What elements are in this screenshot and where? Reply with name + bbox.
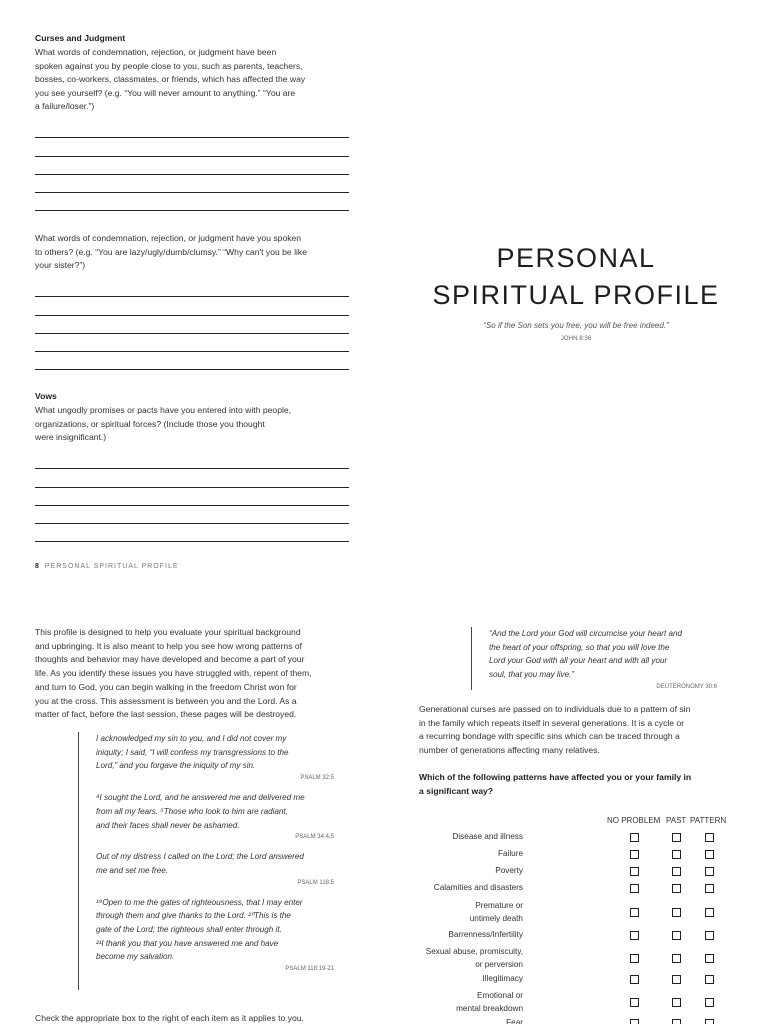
text-line: in the family which repeats itself in several generations. It is a cycle or <box>419 717 685 728</box>
row-label-line: Poverty <box>495 866 523 875</box>
pattern-checkbox[interactable] <box>705 954 714 963</box>
row-label-line: untimely death <box>469 913 523 923</box>
no-problem-checkbox[interactable] <box>630 908 639 917</box>
row-label <box>470 900 523 925</box>
no-problem-checkbox[interactable] <box>630 931 639 940</box>
vows-title: Vows <box>35 391 57 401</box>
page-footer <box>35 563 179 570</box>
pattern-checkbox[interactable] <box>705 975 714 984</box>
no-problem-checkbox[interactable] <box>630 884 639 893</box>
text-line: thoughts and behavior may have developed and become a part of your <box>35 654 305 665</box>
row-label-line: or perversion <box>475 959 523 969</box>
answer-line[interactable] <box>35 297 349 315</box>
pattern-checkbox[interactable] <box>705 908 714 917</box>
column-header-no-problem: NO PROBLEM <box>607 816 661 825</box>
no-problem-checkbox[interactable] <box>630 1019 639 1024</box>
curses-question <box>35 46 305 114</box>
cover-title-line-1: PERSONAL <box>496 243 656 273</box>
answer-line[interactable] <box>35 157 349 175</box>
text-line: Generational curses are passed on to individuals due to a pattern of sin <box>419 704 691 714</box>
curses-answer-lines[interactable] <box>35 120 349 211</box>
past-checkbox[interactable] <box>672 884 681 893</box>
deuteronomy-reference: DEUTERONOMY 30:6 <box>656 684 717 690</box>
row-label <box>434 882 523 895</box>
text-line: you see yourself? (e.g. “You will never amount to anything.” “You are <box>35 87 296 98</box>
row-label-line: Barrenness/Infertility <box>448 930 523 939</box>
answer-line[interactable] <box>35 279 349 297</box>
verse-reference: PSALM 118:5 <box>297 879 334 886</box>
no-problem-checkbox[interactable] <box>630 954 639 963</box>
past-checkbox[interactable] <box>672 908 681 917</box>
row-label <box>448 929 523 942</box>
no-problem-checkbox[interactable] <box>630 975 639 984</box>
verse-reference: PSALM 32:5 <box>300 775 334 782</box>
deuteronomy-box <box>471 627 717 690</box>
verse-line: “And the Lord your God will circumcise your heart and <box>489 629 682 638</box>
answer-line[interactable] <box>35 334 349 352</box>
row-label <box>426 946 523 971</box>
pattern-checkbox[interactable] <box>705 867 714 876</box>
curses-title: Curses and Judgment <box>35 33 126 43</box>
scripture-box <box>78 732 334 990</box>
verse-line: Lord,” and you forgave the iniquity of my sin. <box>96 761 256 771</box>
intro-paragraph <box>35 626 312 722</box>
row-label <box>498 848 523 861</box>
past-checkbox[interactable] <box>672 931 681 940</box>
text-line: organizations, or spiritual forces? (Include those you thought <box>35 418 265 429</box>
text-line: matter of fact, before the last session, these pages will be destroyed. <box>35 709 297 720</box>
row-label <box>456 990 523 1015</box>
verse-text <box>96 850 334 877</box>
answer-line[interactable] <box>35 524 349 542</box>
past-checkbox[interactable] <box>672 954 681 963</box>
verse-line: iniquity; I said, “I will confess my transgressions to the <box>96 747 289 757</box>
no-problem-checkbox[interactable] <box>630 867 639 876</box>
pattern-checkbox[interactable] <box>705 931 714 940</box>
verse-reference: PSALM 118:19-21 <box>285 966 334 973</box>
verse-line: ¹⁹Open to me the gates of righteousness, that I may enter <box>96 897 303 907</box>
verse-block <box>96 850 334 885</box>
text-line: to others? (e.g. “You are lazy/ugly/dumb/clumsy.” “Why can't you be like <box>35 246 307 257</box>
past-checkbox[interactable] <box>672 975 681 984</box>
row-label-line: mental breakdown <box>456 1003 523 1013</box>
spoken-question <box>35 232 307 273</box>
verse-reference: PSALM 34:4,5 <box>295 834 334 841</box>
text-line: a significant way? <box>419 785 494 796</box>
row-label-line: Emotional or <box>477 991 523 1000</box>
answer-line[interactable] <box>35 193 349 211</box>
verse-block <box>96 896 334 973</box>
row-label <box>506 1017 523 1024</box>
text-line: and turn to God, you can begin walking in the freedom Christ won for <box>35 681 297 692</box>
vows-question <box>35 404 291 445</box>
verse-line: ⁴I sought the Lord, and he answered me and delivered me <box>96 793 305 803</box>
verse-line: become my salvation. <box>96 952 175 962</box>
answer-line[interactable] <box>35 316 349 334</box>
generational-paragraph <box>419 703 690 758</box>
answer-line[interactable] <box>35 120 349 138</box>
text-line: What ungodly promises or pacts have you entered into with people, <box>35 405 292 415</box>
answer-line[interactable] <box>35 138 349 156</box>
verse-line: the heart of your offspring, so that you will love the <box>489 642 670 652</box>
cover-quote: “So if the Son sets you free, you will be free indeed.” <box>483 321 669 330</box>
column-header-pattern: PATTERN <box>690 816 727 825</box>
no-problem-checkbox[interactable] <box>630 850 639 859</box>
page-number: 8 <box>35 563 39 570</box>
verse-line: soul, that you may live.” <box>489 670 575 680</box>
pattern-checkbox[interactable] <box>705 884 714 893</box>
verse-block <box>96 732 334 781</box>
past-checkbox[interactable] <box>672 850 681 859</box>
verse-line: Out of my distress I called on the Lord; the Lord answered <box>96 852 304 862</box>
answer-line[interactable] <box>35 352 349 370</box>
row-label-line: Failure <box>497 849 523 858</box>
text-line: What words of condemnation, rejection, or judgment have been <box>35 47 277 57</box>
verse-text <box>489 627 717 682</box>
verse-line: Lord your God with all your heart and with all your <box>489 656 668 666</box>
answer-line[interactable] <box>35 488 349 506</box>
verse-line: I acknowledged my sin to you, and I did not cover my <box>96 734 287 743</box>
patterns-question <box>419 771 691 798</box>
past-checkbox[interactable] <box>672 867 681 876</box>
pattern-checkbox[interactable] <box>705 833 714 842</box>
verse-text <box>96 896 334 965</box>
text-line: your sister?”) <box>35 260 86 271</box>
row-label-line: Fear <box>506 1018 523 1024</box>
answer-line[interactable] <box>35 175 349 193</box>
answer-line[interactable] <box>35 469 349 487</box>
row-label-line: Calamities and disasters <box>433 883 523 892</box>
pattern-checkbox[interactable] <box>705 850 714 859</box>
cover-title-line-2: SPIRITUAL PROFILE <box>432 280 720 310</box>
pattern-checkbox[interactable] <box>705 998 714 1007</box>
row-label-line: Disease and illness <box>452 832 523 841</box>
verse-text <box>96 732 334 773</box>
column-header-past: PAST <box>666 816 687 825</box>
row-label-line: Sexual abuse, promiscuity, <box>425 947 523 956</box>
text-line: and upbringing. It is also meant to help you see how wrong patterns of <box>35 640 303 651</box>
row-label-line: Illegitimacy <box>482 974 523 983</box>
answer-line[interactable] <box>35 451 349 469</box>
past-checkbox[interactable] <box>672 1019 681 1024</box>
verse-line: ²¹I thank you that you have answered me and have <box>96 938 279 948</box>
verse-line: and their faces shall never be ashamed. <box>96 820 240 830</box>
text-line: number of generations affecting many relatives. <box>419 745 600 756</box>
text-line: This profile is designed to help you evaluate your spiritual background <box>35 627 301 637</box>
text-line: a recurring bondage with specific sins which can be traced through a <box>419 731 680 742</box>
text-line: spoken against you by people close to you, such as parents, teachers, <box>35 60 303 71</box>
answer-line[interactable] <box>35 506 349 524</box>
cover-title <box>418 240 734 314</box>
text-line: What words of condemnation, rejection, or judgment have you spoken <box>35 233 302 243</box>
verse-text <box>96 791 334 832</box>
text-line: a failure/loser.”) <box>35 101 95 112</box>
spoken-answer-lines[interactable] <box>35 279 349 370</box>
verse-block <box>96 791 334 840</box>
vows-answer-lines[interactable] <box>35 451 349 542</box>
pattern-checkbox[interactable] <box>705 1019 714 1024</box>
verse-line: through them and give thanks to the Lord. ²⁰This is the <box>96 911 291 921</box>
text-line: bosses, co-workers, classmates, or friends, which has affected the way <box>35 74 306 85</box>
text-line: life. As you identify these issues you have struggled with, repent of them, <box>35 668 312 679</box>
verse-line: from all my fears. ⁵Those who look to him are radiant, <box>96 806 288 816</box>
row-label <box>495 865 523 878</box>
row-label <box>483 973 524 986</box>
text-line: you at the cross. This assessment is between you and the Lord. As a <box>35 695 297 706</box>
no-problem-checkbox[interactable] <box>630 833 639 842</box>
verse-line: gate of the Lord; the righteous shall enter through it. <box>96 925 282 935</box>
no-problem-checkbox[interactable] <box>630 998 639 1007</box>
verse-line: me and set me free. <box>96 865 168 875</box>
past-checkbox[interactable] <box>672 998 681 1007</box>
footer-label: PERSONAL SPIRITUAL PROFILE <box>44 563 179 570</box>
text-line: Which of the following patterns have affected you or your family in <box>419 772 692 782</box>
row-label <box>452 831 523 844</box>
past-checkbox[interactable] <box>672 833 681 842</box>
cover-reference: JOHN 8:36 <box>560 335 592 342</box>
row-label-line: Premature or <box>475 901 523 910</box>
check-instruction: Check the appropriate box to the right of each item as it applies to you. <box>35 1013 304 1023</box>
text-line: were insignificant.) <box>35 432 107 443</box>
